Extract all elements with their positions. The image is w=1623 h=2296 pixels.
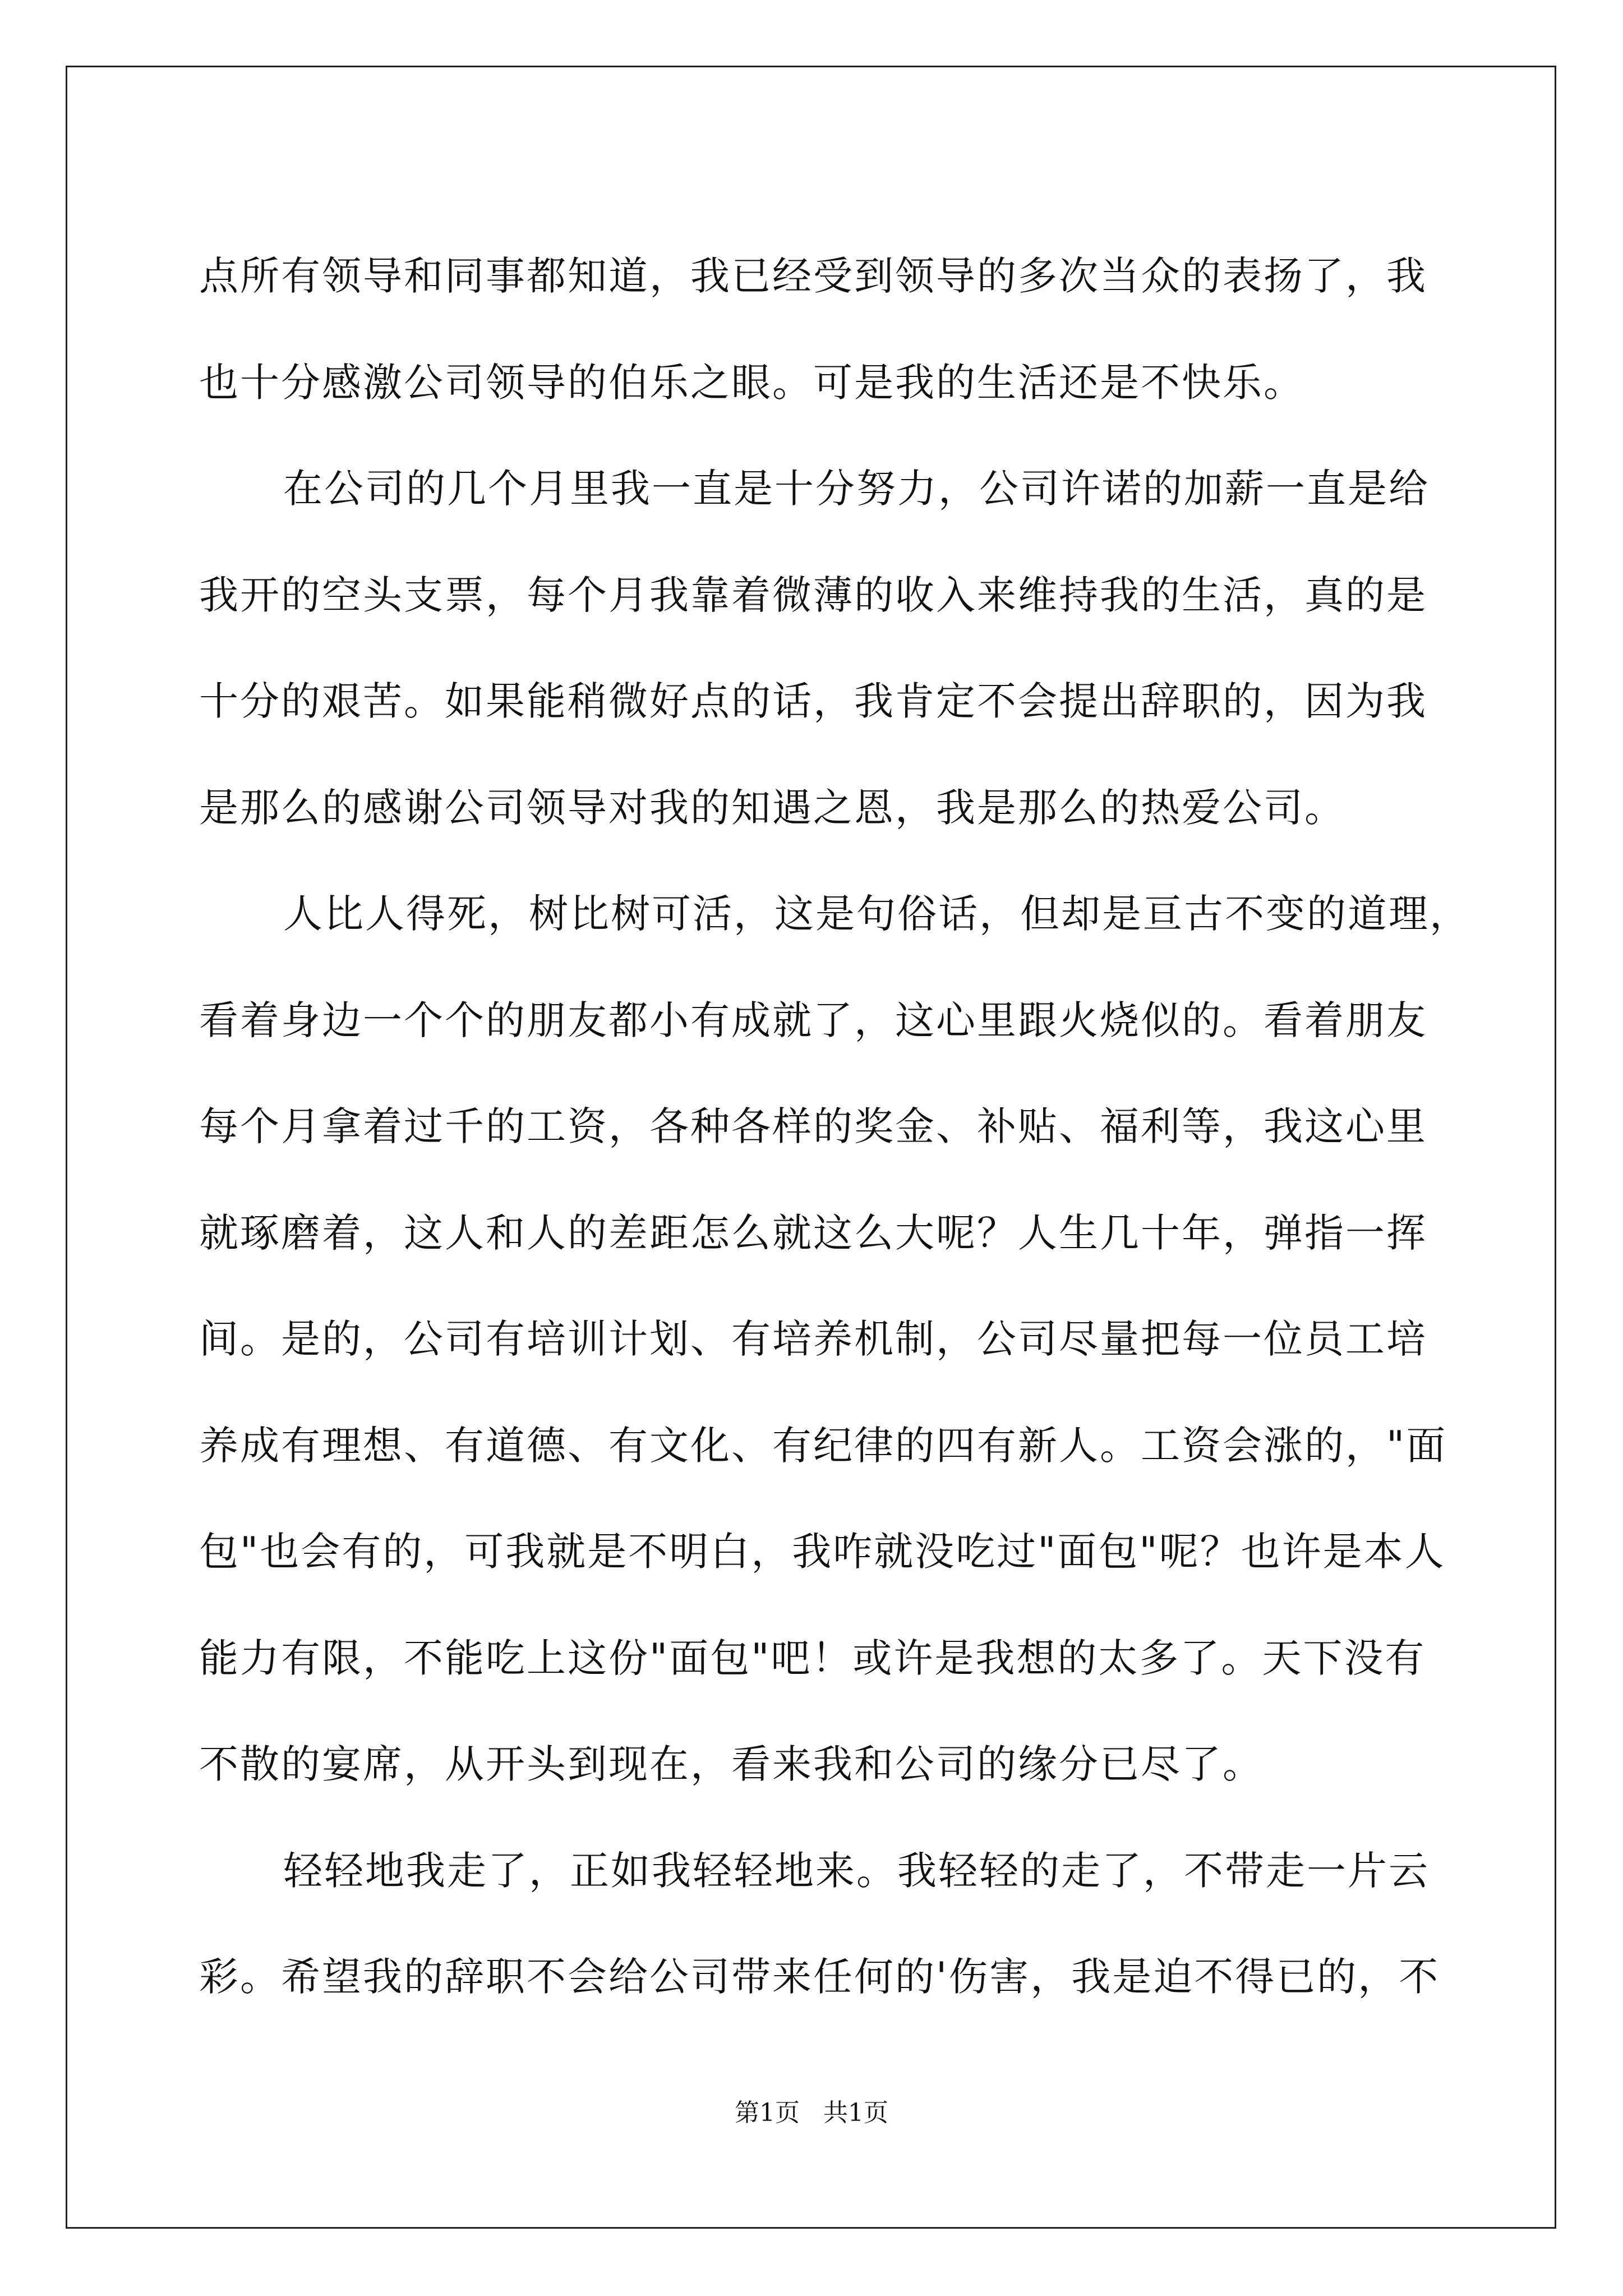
paragraph-start-line: 人比人得死，树比树可活，这是句俗话，但却是亘古不变的道理， [283,891,1470,937]
text-line: 就琢磨着，这人和人的差距怎么就这么大呢？人生几十年，弹指一挥 [199,1209,1427,1256]
document-body [199,223,1470,2031]
text-line: 养成有理想、有道德、有文化、有纪律的四有新人。工资会涨的，"面 [199,1422,1447,1469]
text-line: 也十分感激公司领导的伯乐之眼。可是我的生活还是不快乐。 [199,359,1304,406]
text-line: 是那么的感谢公司领导对我的知遇之恩，我是那么的热爱公司。 [199,784,1345,831]
text-line: 间。是的，公司有培训计划、有培养机制，公司尽量把每一位员工培 [199,1316,1427,1362]
text-line: 包"也会有的，可我就是不明白，我咋就没吃过"面包"呢？也许是本人 [199,1529,1446,1575]
text-line: 我开的空头支票，每个月我靠着微薄的收入来维持我的生活，真的是 [199,572,1427,618]
page-number-footer: 第1页 共1页 [735,2099,888,2127]
text-line: 点所有领导和同事都知道，我已经受到领导的多次当众的表扬了，我 [199,253,1427,299]
text-line: 不散的宴席，从开头到现在，看来我和公司的缘分已尽了。 [199,1741,1264,1787]
text-line: 十分的艰苦。如果能稍微好点的话，我肯定不会提出辞职的，因为我 [199,678,1427,724]
paragraph-start-line: 轻轻地我走了，正如我轻轻地来。我轻轻的走了，不带走一片云 [283,1847,1430,1894]
text-line: 每个月拿着过千的工资，各种各样的奖金、补贴、福利等，我这心里 [199,1103,1427,1149]
text-line: 彩。希望我的辞职不会给公司带来任何的'伤害，我是迫不得已的，不 [199,1954,1440,2000]
text-line: 能力有限，不能吃上这份"面包"吧！或许是我想的太多了。天下没有 [199,1635,1426,1681]
text-line: 看着身边一个个的朋友都小有成就了，这心里跟火烧似的。看着朋友 [199,997,1427,1043]
paragraph-start-line: 在公司的几个月里我一直是十分努力，公司许诺的加薪一直是给 [283,466,1430,512]
